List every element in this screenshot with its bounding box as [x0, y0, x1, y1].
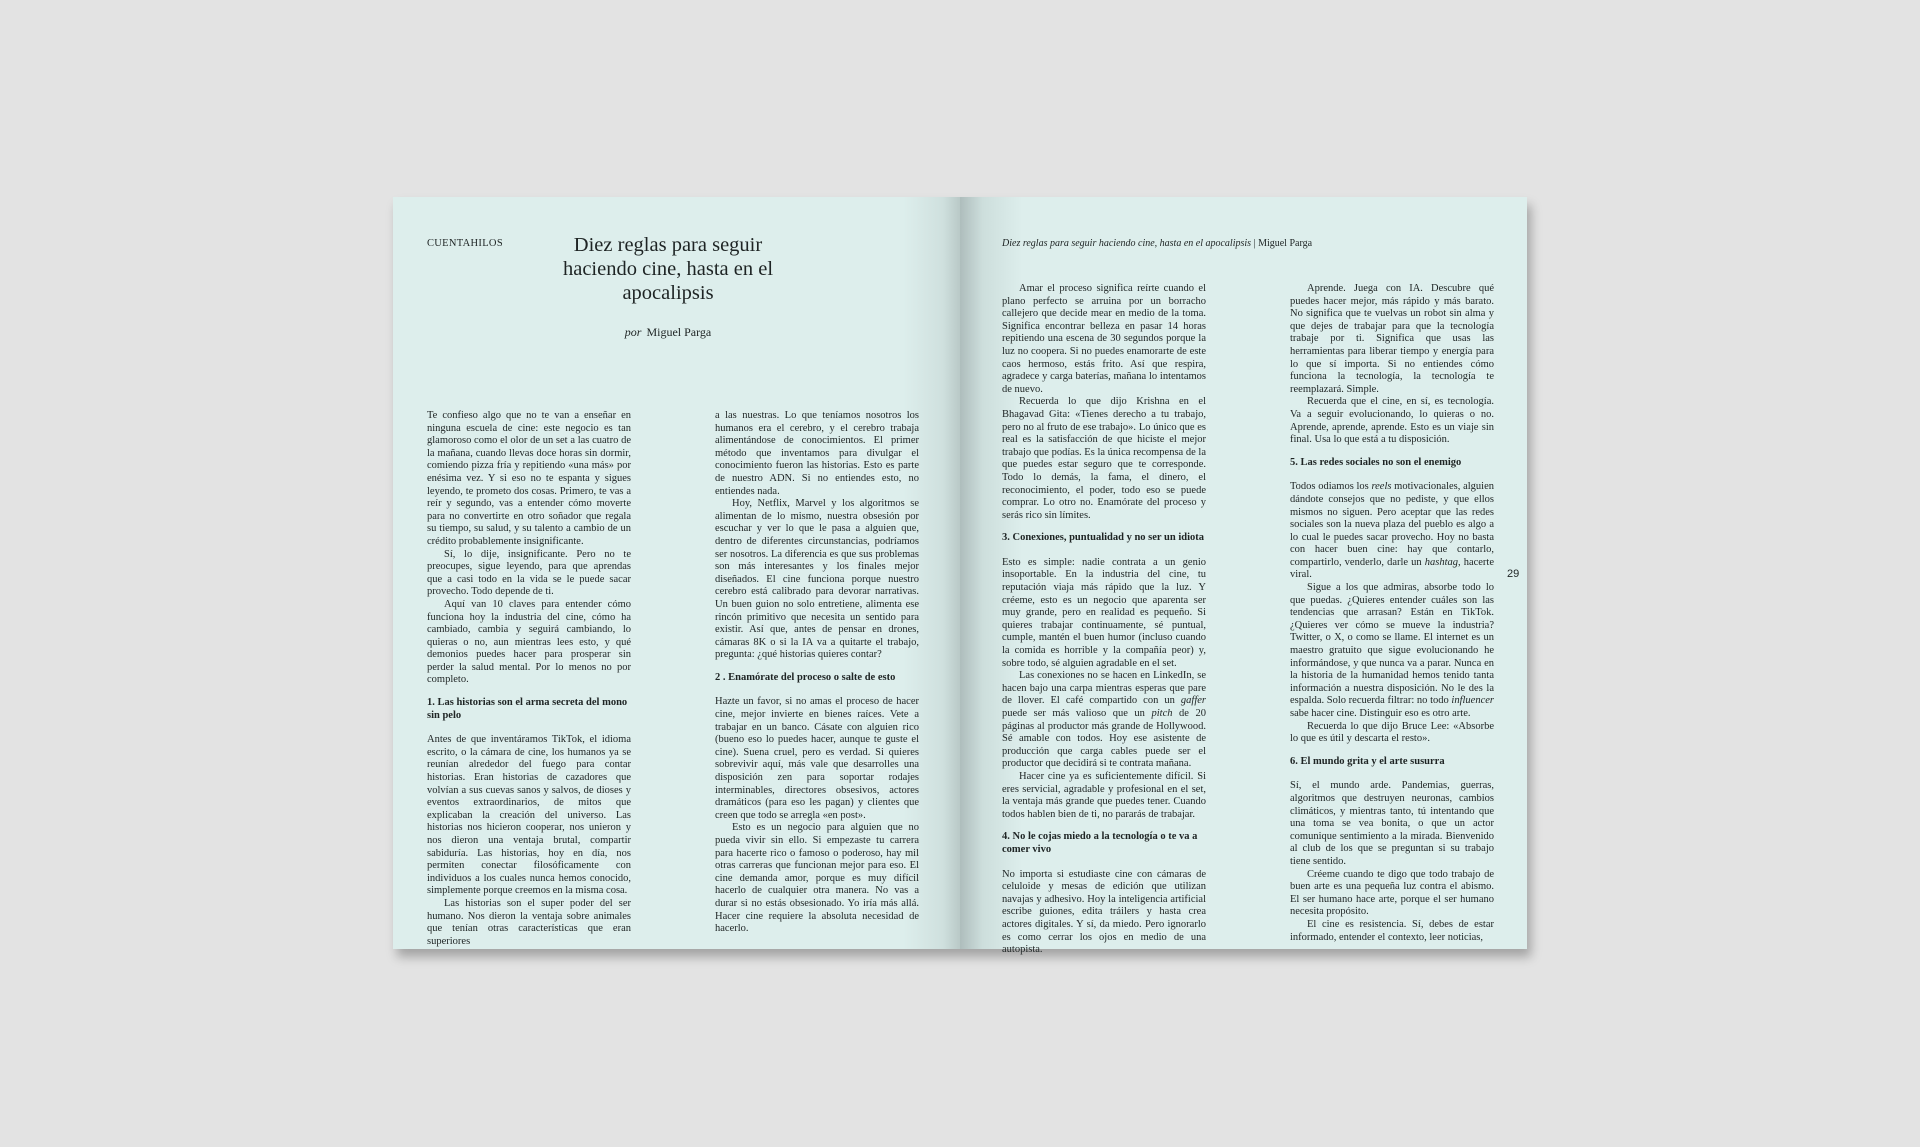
paragraph: Aquí van 10 claves para entender cómo funciona hoy la industria del cine, cómo ha cambiado, cambia y seguirá cambiando, lo quieras o no, aun mientras lees esto, y qué demonios puedes hacer para prosperar sin perder la salud mental. Por lo menos no por completo.: [427, 598, 631, 686]
paragraph: El cine es resistencia. Sí, debes de estar informado, entender el contexto, leer noticias,: [1290, 918, 1494, 943]
paragraph: No importa si estudiaste cine con cámaras de celuloide y mesas de edición que utilizan navajas y adhesivo. Hoy la inteligencia artificial escribe guiones, edita tráilers y hasta crea actores digitales. Y sí, da miedo. Pero ignorarlo es como cerrar los ojos en medio de una autopista.: [1002, 868, 1206, 956]
byline-prefix: por: [624, 325, 642, 339]
emphasis: reels: [1371, 481, 1392, 493]
running-header: [1002, 238, 1312, 249]
paragraph: [1002, 670, 1206, 771]
column-4: [1290, 283, 1494, 944]
subheading: 2 . Enamórate del proceso o salte de esto: [715, 671, 896, 683]
running-separator: |: [1251, 238, 1259, 249]
emphasis: influencer: [1451, 695, 1494, 707]
emphasis: hashtag: [1424, 556, 1458, 568]
paragraph: Recuerda lo que dijo Bruce Lee: «Absorbe lo que es útil y descarta el resto».: [1290, 720, 1494, 745]
paragraph: Hacer cine ya es suficientemente difícil. Si eres servicial, agradable y profesional en el set, la ventaja más grande que puedes tener. Cuando todos hablen bien de ti, no pararás de trabajar.: [1002, 770, 1206, 820]
paragraph: Esto es un negocio para alguien que no pueda vivir sin ello. Si empezaste tu carrera para hacerte rico o famoso o poderoso, hay mil otras carreras que funcionan mejor para eso. El cine demanda amor, porque es muy difícil hacerlo de cualquier otra manera. No vas a durar si no estás obsesionado. Yo iría más allá. Hacer cine requiere la absoluta necesidad de hacerlo.: [715, 822, 919, 935]
paragraph: Sí, el mundo arde. Pandemias, guerras, algoritmos que destruyen neuronas, cambios climáticos, y mientras tanto, tú intentando que una toma se vea bonita, o que un actor comunique sentimiento a la mirada. Bienvenido al club de los que se preguntan si su trabajo tiene sentido.: [1290, 780, 1494, 867]
subheading: 4. No le cojas miedo a la tecnología o te va a comer vivo: [1002, 831, 1198, 855]
text-run: Todos odiamos los: [1290, 481, 1372, 493]
paragraph: Las historias son el super poder del ser humano. Nos dieron la ventaja sobre animales que tenían otras características que eran superiores: [427, 897, 631, 947]
paragraph: Antes de que inventáramos TikTok, el idioma escrito, o la cámara de cine, los humanos ya se reunían alrededor del fuego para contar historias. Eran historias de cazadores que volvían a sus cuevas sanos y salvos, de dioses y eventos extraordinarios, de mitos que explicaban la creación del universo. Las historias nos hicieron cooperar, nos unieron y nos dieron una ventaja brutal, compartir sabiduría. Las historias, hoy en día, nos permiten conectar filosóficamente con individuos a los cuales nunca hemos conocido, simplemente porque creemos en la misma cosa.: [427, 734, 631, 897]
running-title: Diez reglas para seguir haciendo cine, hasta en el apocalipsis: [1002, 238, 1252, 249]
byline: [553, 325, 783, 340]
magazine-spread: [393, 197, 1527, 956]
paragraph: Sí, lo dije, insignificante. Pero no te preocupes, sigue leyendo, para que aprendas que a casi todo en la vida se le puede sacar provecho. Todo depende de ti.: [427, 548, 631, 598]
left-page: [393, 197, 960, 949]
subheading: 6. El mundo grita y el arte susurra: [1290, 755, 1445, 767]
paragraph: Recuerda que el cine, en sí, es tecnología. Va a seguir evolucionando, lo quieras o no. Aprende, aprende, aprende. Esto es un viaje sin final. Usa lo que está a tu disposición.: [1290, 396, 1494, 446]
column-3: [1002, 283, 1206, 957]
emphasis: pitch: [1151, 708, 1173, 719]
text-run: puede ser más valioso que un: [1002, 708, 1152, 719]
subheading: 1. Las historias son el arma secreta del mono sin pelo: [427, 697, 628, 721]
paragraph: Aprende. Juega con IA. Descubre qué puedes hacer mejor, más rápido y más barato. No significa que te vuelvas un robot sin alma y que dejes de trabajar para que la tecnología trabaje por ti. Significa que usas las herramientas para liberar tiempo y energía para lo que sí importa. Si no entiendes cómo funciona la tecnología, la tecnología te reemplazará. Simple.: [1290, 283, 1494, 395]
paragraph: Hazte un favor, si no amas el proceso de hacer cine, mejor invierte en bienes raíces. Vete a trabajar en un banco. Cásate con alguien rico (bueno eso lo puedes hacer, aunque te guste el cine). Suena cruel, pero es verdad. Si quieres sobrevivir aquí, más vale que desarrolles una disposición zen para soportar rodajes interminables, directores obsesivos, actores dramáticos (para eso les pagan) y clientes que creen que todo se arregla «en post».: [715, 696, 919, 821]
paragraph: [1290, 481, 1494, 582]
paragraph: Recuerda lo que dijo Krishna en el Bhagavad Gita: «Tienes derecho a tu trabajo, pero no al fruto de ese trabajo». Lo único que es real es la satisfacción de que hiciste el mejor trabajo que podías. Es la única recompensa de la que puedes estar seguro que te corresponde. Todo lo demás, la fama, el dinero, el reconocimiento, el poder, todo eso se puede comprar. Lo otro no. Enamórate del proceso y serás rico sin límites.: [1002, 396, 1206, 521]
paragraph: a las nuestras. Lo que teníamos nosotros los humanos era el cerebro, y el cerebro trabaja alimentándose de conocimientos. El primer método que inventamos para divulgar el conocimiento fueron las historias. Esto es parte de nuestro ADN. Si no entiendes esto, no entiendes nada.: [715, 410, 919, 497]
text-run: sabe hacer cine. Distinguir eso es otro arte.: [1290, 708, 1471, 719]
text-run: Sigue a los que admiras, absorbe todo lo que puedas. ¿Quieres entender cuáles son las tendencias que arrasan? Están en TikTok. ¿Quieres ver cómo se mueve la industria? Twitter, o X, o como se llame. El internet es un maestro gratuito que sigue evolucionando he informándose, y que nunca va a parar. Nunca en la historia de la humanidad hemos tenido tanta información a nuestra disposición. No le des la espalda. Solo recuerda filtrar: no todo: [1290, 582, 1494, 707]
text-run: Las conexiones no se hacen en LinkedIn, se hacen bajo una carpa mientras esperas que pare de llover. El café compartido con un: [1002, 670, 1206, 707]
paragraph: Te confieso algo que no te van a enseñar en ninguna escuela de cine: este negocio es tan glamoroso como el olor de un set a las cuatro de la mañana, cuando llevas doce horas sin dormir, comiendo pizza fría y repitiendo «una más» por enésima vez. Y si eso no te espanta y sigues leyendo, te prometo dos cosas. Primero, te vas a reír y segundo, vas a entender cómo moverte para no convertirte en otro soñador que regala su tiempo, su salud, y su talento a cambio de un crédito probablemente insignificante.: [427, 410, 631, 547]
emphasis: gaffer: [1180, 695, 1206, 707]
running-author: Miguel Parga: [1258, 238, 1313, 249]
paragraph: Amar el proceso significa reírte cuando el plano perfecto se arruina por un borracho callejero que decide mear en medio de la toma. Significa encontrar belleza en pasar 14 horas repitiendo una escena de 30 segundos porque la luz no coopera. Si no puedes enamorarte de este caos hermoso, estás frito. Así que respira, agradece y carga baterías, mañana lo intentamos de nuevo.: [1002, 283, 1206, 395]
page-number: 29: [1507, 568, 1520, 580]
section-label: CUENTAHILOS: [427, 238, 503, 249]
text-run: , hacerte viral.: [1290, 556, 1494, 581]
article-title: Diez reglas para seguir haciendo cine, hasta en el apocalipsis: [562, 234, 774, 304]
paragraph: Esto es simple: nadie contrata a un genio insoportable. En la industria del cine, tu reputación viaja más rápido que la luz. Y créeme, esto es un negocio que aparenta ser muy grande, pero en realidad es pequeño. Si quieres trabajar continuamente, sé puntual, cumple, mantén el buen humor (incluso cuando la comida es horrible y la compañía peor) y, sobre todo, sé alguien agradable en el set.: [1002, 556, 1206, 669]
paragraph: Créeme cuando te digo que todo trabajo de buen arte es una pequeña luz contra el abismo. El ser humano hace arte, porque el ser humano necesita propósito.: [1290, 868, 1494, 918]
paragraph: Hoy, Netflix, Marvel y los algoritmos se alimentan de lo mismo, nuestra obsesión por escuchar y ver lo que le pasa a alguien que, dentro de diferentes circunstancias, podríamos ser nosotros. La diferencia es que sus problemas son más interesantes y los finales mejor diseñados. El cine funciona porque nuestro cerebro está calibrado para devorar narrativas. Un buen guion no solo entretiene, alimenta ese rincón primitivo que necesita un sentido para existir. Así que, antes de pensar en drones, cámaras 8K o si la IA va a quitarte el trabajo, pregunta: ¿qué historias quieres contar?: [715, 498, 919, 661]
column-2: [715, 410, 919, 936]
subheading: 3. Conexiones, puntualidad y no ser un idiota: [1002, 532, 1204, 544]
column-1: [427, 410, 631, 948]
paragraph: [1290, 582, 1494, 721]
text-run: motivacionales, alguien dándote consejos que no pediste, y que ellos mismos no siguen. Pero aceptar que las redes sociales son la nueva plaza del pueblo es algo a lo cual le puedes sacar provecho. Hoy no basta con hacer buen cine: hay que contarlo, compartirlo, venderlo, darle un: [1290, 481, 1494, 568]
subheading: 5. Las redes sociales no son el enemigo: [1290, 456, 1462, 468]
author-name: Miguel Parga: [646, 325, 712, 339]
text-run: de 20 páginas al productor más grande de Hollywood. Sé amable con todos. Hoy ese asistente de producción que carga cables puede ser el productor que decidirá si te contrata mañana.: [1002, 708, 1206, 770]
